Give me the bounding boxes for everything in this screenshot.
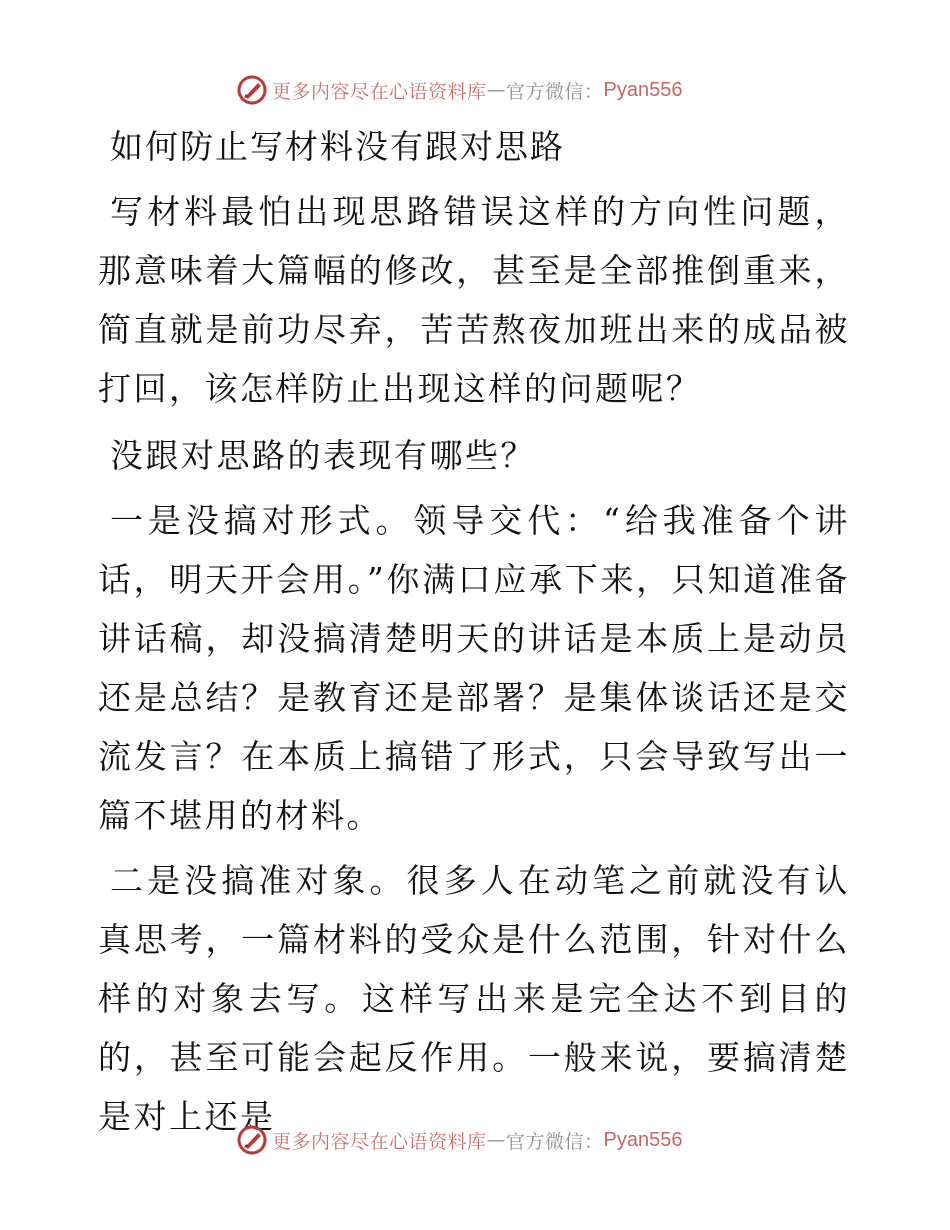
document-body <box>98 118 850 1152</box>
watermark-wechat-id: Pyan556 <box>603 78 683 101</box>
watermark-text: 更多内容尽在心语资料库 <box>272 80 487 103</box>
watermark-wechat-label: 官方微信： <box>506 80 604 103</box>
watermark-separator: — <box>486 79 507 101</box>
watermark-wechat-label: 官方微信： <box>506 1130 604 1153</box>
watermark-separator: — <box>486 1129 507 1151</box>
paragraph-point-two: 二是没搞准对象。很多人在动笔之前就没有认真思考，一篇材料的受众是什么范围，针对什么样的对象去写。这样写出来是完全达不到目的的，甚至可能会起反作用。一般来说，要搞清楚是对上还是 <box>98 861 850 1136</box>
watermark-text: 更多内容尽在心语资料库 <box>272 1130 487 1153</box>
paragraph-intro: 写材料最怕出现思路错误这样的方向性问题，那意味着大篇幅的修改，甚至是全部推倒重来，简直就是前功尽弃，苦苦熬夜加班出来的成品被打回，该怎样防止出现这样的问题呢？ <box>98 192 850 408</box>
header-watermark <box>236 72 683 108</box>
paragraph-point-one: 一是没搞对形式。领导交代：“给我准备个讲话，明天开会用。”你满口应承下来，只知道准备讲话稿，却没搞清楚明天的讲话是本质上是动员还是总结？是教育还是部署？是集体谈话还是交流发言？在本质上搞错了形式，只会导致写出一篇不堪用的材料。 <box>98 501 850 835</box>
watermark-wechat-id: Pyan556 <box>603 1128 683 1151</box>
document-title: 如何防止写材料没有跟对思路 <box>110 127 565 166</box>
quill-pen-logo-icon <box>236 74 268 106</box>
footer-watermark <box>236 1122 683 1158</box>
quill-pen-logo-icon <box>236 1124 268 1156</box>
paragraph-question: 没跟对思路的表现有哪些？ <box>110 436 536 475</box>
